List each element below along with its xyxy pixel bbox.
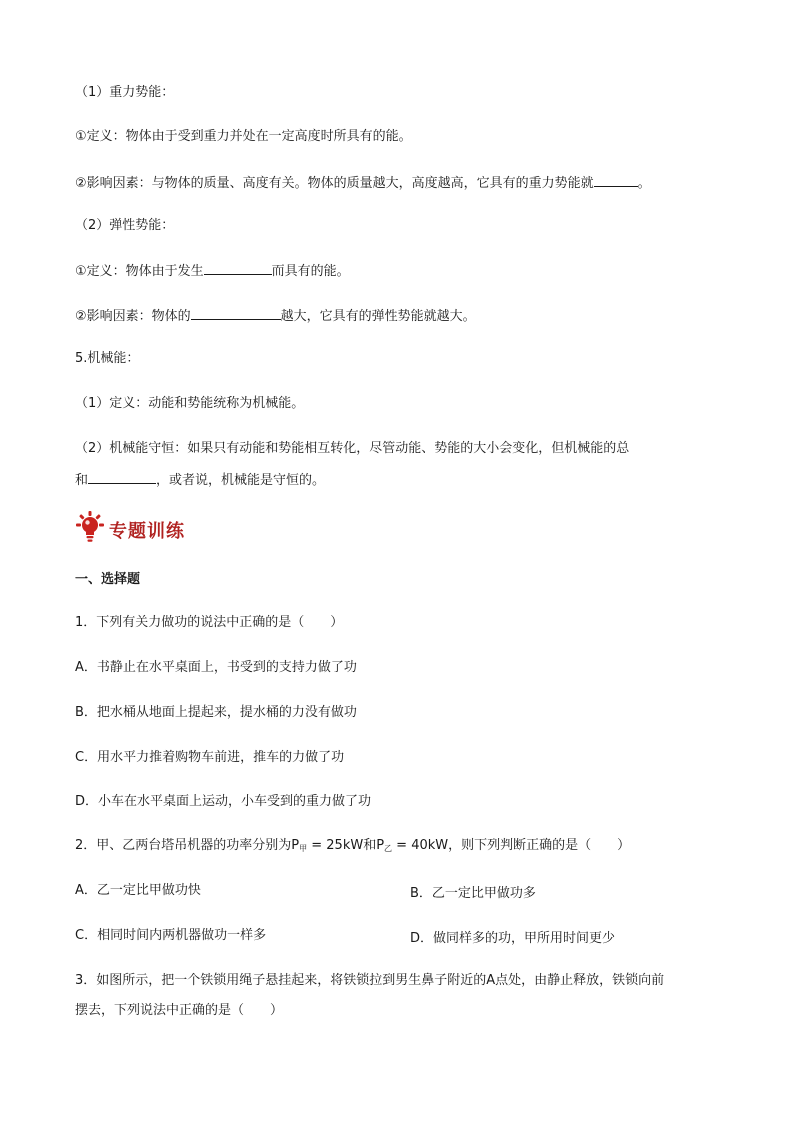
mechanical-conservation-1: （2）机械能守恒：如果只有动能和势能相互转化，尽管动能、势能的大小会变化，但机械能的总 [75,441,630,456]
q2-stem-a: 2．甲、乙两台塔吊机器的功率分别为P [75,838,300,853]
elastic-definition [75,261,350,281]
q2-sub-jia: 甲 [299,844,308,853]
gravity-heading: （1）重力势能： [75,85,175,100]
q3-stem-line-1: 3．如图所示，把一个铁锁用绳子悬挂起来，将铁锁拉到男生鼻子附近的A点处，由静止释放，铁锁向前 [75,973,665,988]
q2-stem-c: = 40kW，则下列判断正确的是（ ） [392,838,631,853]
q1-option-b: B．把水桶从地面上提起来，提水桶的力没有做功 [75,705,357,720]
mechanical-definition: （1）定义：动能和势能统称为机械能。 [75,396,305,411]
answer-blank [191,306,281,320]
answer-blank [204,261,272,275]
mech-cons-text-a: 和 [75,473,89,488]
q2-stem [75,837,630,858]
answer-blank [594,173,638,187]
section-title: 专题训练 [109,521,185,542]
mech-cons-text-b: ，或者说，机械能是守恒的。 [156,473,326,488]
elastic-factor-text-a: ②影响因素：物体的 [75,309,191,324]
q2-option-b: B．乙一定比甲做功多 [410,886,536,901]
mechanical-conservation-2 [75,470,325,490]
gravity-factor [75,173,651,193]
elastic-factor-text-b: 越大，它具有的弹性势能就越大。 [280,309,476,324]
q2-stem-b: = 25kW和P [307,838,385,853]
section-header [75,512,185,548]
elastic-factor [75,306,476,326]
q1-stem: 1．下列有关力做功的说法中正确的是（ ） [75,615,344,630]
q3-stem-line-2: 摆去，下列说法中正确的是（ ） [75,1003,284,1018]
elastic-def-text-b: 而具有的能。 [271,264,350,279]
q2-option-d: D．做同样多的功，甲所用时间更少 [410,931,616,946]
gravity-factor-text: ②影响因素：与物体的质量、高度有关。物体的质量越大，高度越高，它具有的重力势能就 [75,176,594,191]
q1-option-a: A．书静止在水平桌面上，书受到的支持力做了功 [75,660,357,675]
q2-option-a: A．乙一定比甲做功快 [75,883,201,898]
mechanical-heading: 5.机械能： [75,351,140,366]
q1-option-d: D．小车在水平桌面上运动，小车受到的重力做了功 [75,794,372,809]
answer-blank [88,470,156,484]
elastic-def-text-a: ①定义：物体由于发生 [75,264,204,279]
lightbulb-gear-icon [75,511,105,549]
elastic-heading: （2）弹性势能： [75,218,175,233]
gravity-definition: ①定义：物体由于受到重力并处在一定高度时所具有的能。 [75,129,412,144]
gravity-factor-end: 。 [637,176,651,191]
q1-option-c: C．用水平力推着购物车前进，推车的力做了功 [75,750,345,765]
q2-sub-yi: 乙 [384,844,393,853]
part-heading: 一、选择题 [75,572,141,587]
q2-option-c: C．相同时间内两机器做功一样多 [75,928,267,943]
